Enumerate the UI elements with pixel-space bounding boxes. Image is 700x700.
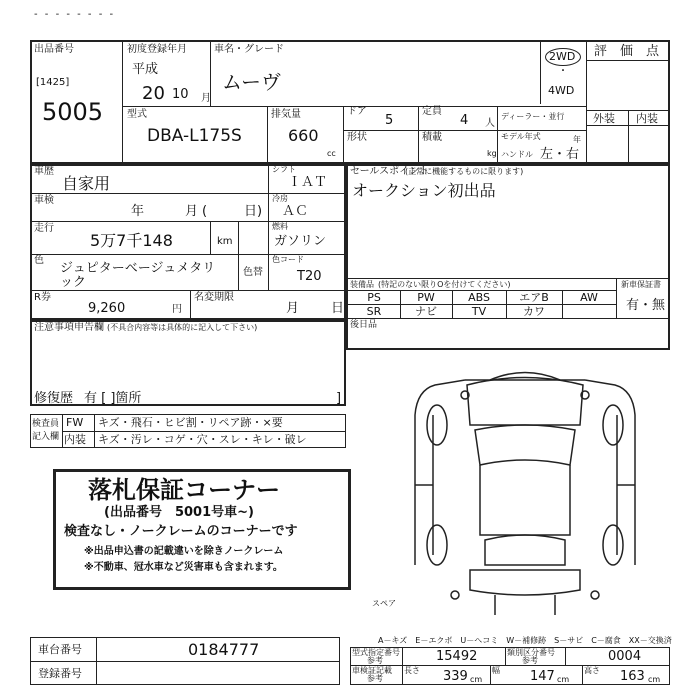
color-change-label: 色替	[243, 267, 263, 278]
repair-value: 有 [ ]箇所	[84, 391, 142, 406]
notes-label: 注意事項申告欄	[34, 322, 104, 333]
chassis-label: 車台番号	[38, 643, 82, 656]
car-name-value: ムーヴ	[222, 70, 281, 94]
equipment-item: PW	[417, 291, 435, 304]
mileage-label: 走行	[34, 223, 54, 234]
equipment-label: 装備品	[350, 280, 374, 289]
equipment-item: PS	[367, 291, 381, 304]
inspector-row1-label: FW	[66, 416, 84, 429]
class-no-sub: 参考	[522, 656, 538, 665]
repair-close: ]	[336, 391, 342, 406]
height-label: 高さ	[584, 666, 600, 675]
fuel-value: ガソリン	[274, 234, 327, 249]
sales-point-value: オークション初出品	[352, 181, 496, 200]
type-no-label: 型式指定番号	[352, 648, 400, 657]
displacement-unit: cc	[327, 149, 336, 158]
model-value: DBA-L175S	[147, 126, 242, 146]
model-year-unit: 年	[573, 135, 581, 144]
lot-label: 出品番号	[34, 44, 74, 55]
first-reg-year: 20	[142, 83, 165, 104]
car-name-label: 車名・グレード	[214, 44, 284, 55]
reg-no-label: 登録番号	[38, 667, 82, 680]
model-year-label: モデル年式	[501, 132, 541, 141]
equipment-item: カワ	[523, 305, 545, 318]
width-unit: cm	[557, 675, 570, 684]
inspector-label-1: 検査員	[32, 419, 60, 429]
color-value-line1: ジュピターベージュメタリ	[60, 261, 216, 276]
promo-line: 検査なし・ノークレームのコーナーです	[64, 524, 298, 539]
shift-label: シフト	[272, 165, 296, 174]
first-reg-month: 10	[172, 87, 189, 102]
recycle-value: 9,260	[88, 301, 126, 316]
car-damage-diagram	[395, 365, 655, 615]
equipment-note: (特記のない限りOを付けてください)	[378, 280, 511, 289]
recycle-label: R券	[34, 292, 51, 303]
top-dashes: - - - - - - - -	[34, 9, 116, 20]
capacity-unit: 人	[485, 118, 495, 129]
inspection-label: 車検	[34, 195, 54, 206]
recycle-unit: 円	[172, 304, 182, 315]
drive-separator: ・	[558, 66, 568, 77]
type-no-sub: 参考	[367, 656, 383, 665]
model-label: 型式	[127, 109, 147, 120]
equipment-item: ABS	[468, 291, 490, 304]
mileage-unit: km	[217, 236, 233, 247]
promo-note-2: ※不動車、冠水車など災害車も含まれます。	[84, 562, 283, 573]
equipment-item: TV	[471, 305, 487, 318]
evaluation-label: 評 価 点	[594, 44, 660, 59]
displacement-label: 排気量	[271, 109, 301, 120]
inspection-year: 年	[131, 204, 145, 219]
damage-legend: A－キズ E－エクボ U－ヘコミ W－補修跡 S－サビ C－腐食 XX－交換済	[378, 636, 672, 645]
height-value: 163	[620, 669, 645, 684]
history-label: 車歴	[34, 166, 54, 177]
inspection-day: 日)	[244, 204, 263, 219]
width-value: 147	[530, 669, 555, 684]
drive-2wd: 2WD	[549, 50, 576, 63]
exterior-label: 外装	[593, 112, 615, 125]
license-term-day: 日	[331, 301, 345, 316]
length-label: 長さ	[404, 666, 420, 675]
color-value-line2: ック	[60, 275, 87, 290]
color-code-label: 色コード	[272, 255, 304, 264]
equipment-item: ナビ	[415, 305, 437, 318]
length-unit: cm	[470, 675, 483, 684]
load-unit: kg	[487, 149, 497, 158]
type-no-value: 15492	[436, 649, 478, 664]
inspector-row2-label: 内装	[64, 433, 86, 446]
chassis-value: 0184777	[188, 640, 260, 659]
aircon-label: 冷房	[272, 194, 288, 203]
capacity-value: 4	[460, 113, 469, 128]
handle-value: 左・右	[540, 147, 580, 162]
inspection-month: 月	[185, 204, 199, 219]
spare-label: スペア	[372, 599, 396, 608]
first-reg-month-unit: 月	[201, 93, 211, 104]
first-reg-label: 初度登録年月	[127, 44, 187, 55]
inspector-row1-text: キズ・飛石・ヒビ割・リペア跡・×要	[98, 416, 283, 429]
inspector-row2-text: キズ・汚レ・コゲ・穴・スレ・キレ・破レ	[98, 433, 307, 446]
drive-4wd: 4WD	[548, 84, 575, 97]
interior-label: 内装	[636, 112, 658, 125]
mileage-value: 5万7千148	[90, 231, 173, 250]
repair-label: 修復歴	[34, 391, 74, 406]
sales-point-note: (正常に機能するものに限ります)	[405, 167, 524, 176]
lot-number: 5005	[42, 98, 104, 126]
history-value: 自家用	[62, 174, 111, 193]
inspector-label-2: 記入欄	[32, 432, 60, 442]
notes-small: (不具合内容等は具体的に記入して下さい)	[107, 323, 258, 332]
after-fit-label: 後日品	[350, 320, 378, 330]
dealer-label: ディーラー・並行	[501, 112, 565, 121]
license-term-month: 月	[286, 301, 300, 316]
capacity-label: 定員	[422, 106, 442, 117]
first-reg-era: 平成	[132, 62, 159, 77]
lot-small-number: [1425]	[36, 77, 70, 88]
shape-label: 形状	[347, 132, 367, 143]
aircon-value: ＡＣ	[282, 204, 309, 219]
warranty-value: 有・無	[626, 298, 666, 313]
class-no-value: 0004	[608, 649, 642, 664]
dims-sub: 参考	[367, 674, 383, 683]
load-label: 積載	[422, 132, 442, 143]
handle-label: ハンドル	[501, 150, 533, 159]
license-term-label: 名変期限	[194, 292, 234, 303]
color-label: 色	[34, 255, 44, 266]
color-code-value: T20	[297, 269, 322, 284]
promo-title: 落札保証コーナー	[88, 476, 280, 504]
equipment-item: AW	[580, 291, 598, 304]
doors-value: 5	[385, 113, 394, 128]
equipment-item: エアB	[519, 291, 549, 304]
promo-sub: (出品番号 5001号車~)	[104, 505, 254, 520]
dims-label: 車検証記載	[352, 666, 392, 675]
class-no-label: 類別区分番号	[507, 648, 555, 657]
fuel-label: 燃料	[272, 222, 288, 231]
equipment-item: SR	[366, 305, 382, 318]
length-value: 339	[443, 669, 468, 684]
promo-note-1: ※出品申込書の記載違いを除きノークレーム	[84, 546, 284, 557]
doors-label: ドア	[347, 106, 367, 117]
height-unit: cm	[648, 675, 661, 684]
warranty-label: 新車保証書	[621, 280, 661, 289]
displacement-value: 660	[288, 126, 319, 145]
width-label: 幅	[492, 666, 500, 675]
shift-value: ＩＡＴ	[288, 175, 328, 190]
sales-point-label: セールスポイント	[350, 166, 430, 177]
inspection-paren: (	[202, 204, 208, 219]
